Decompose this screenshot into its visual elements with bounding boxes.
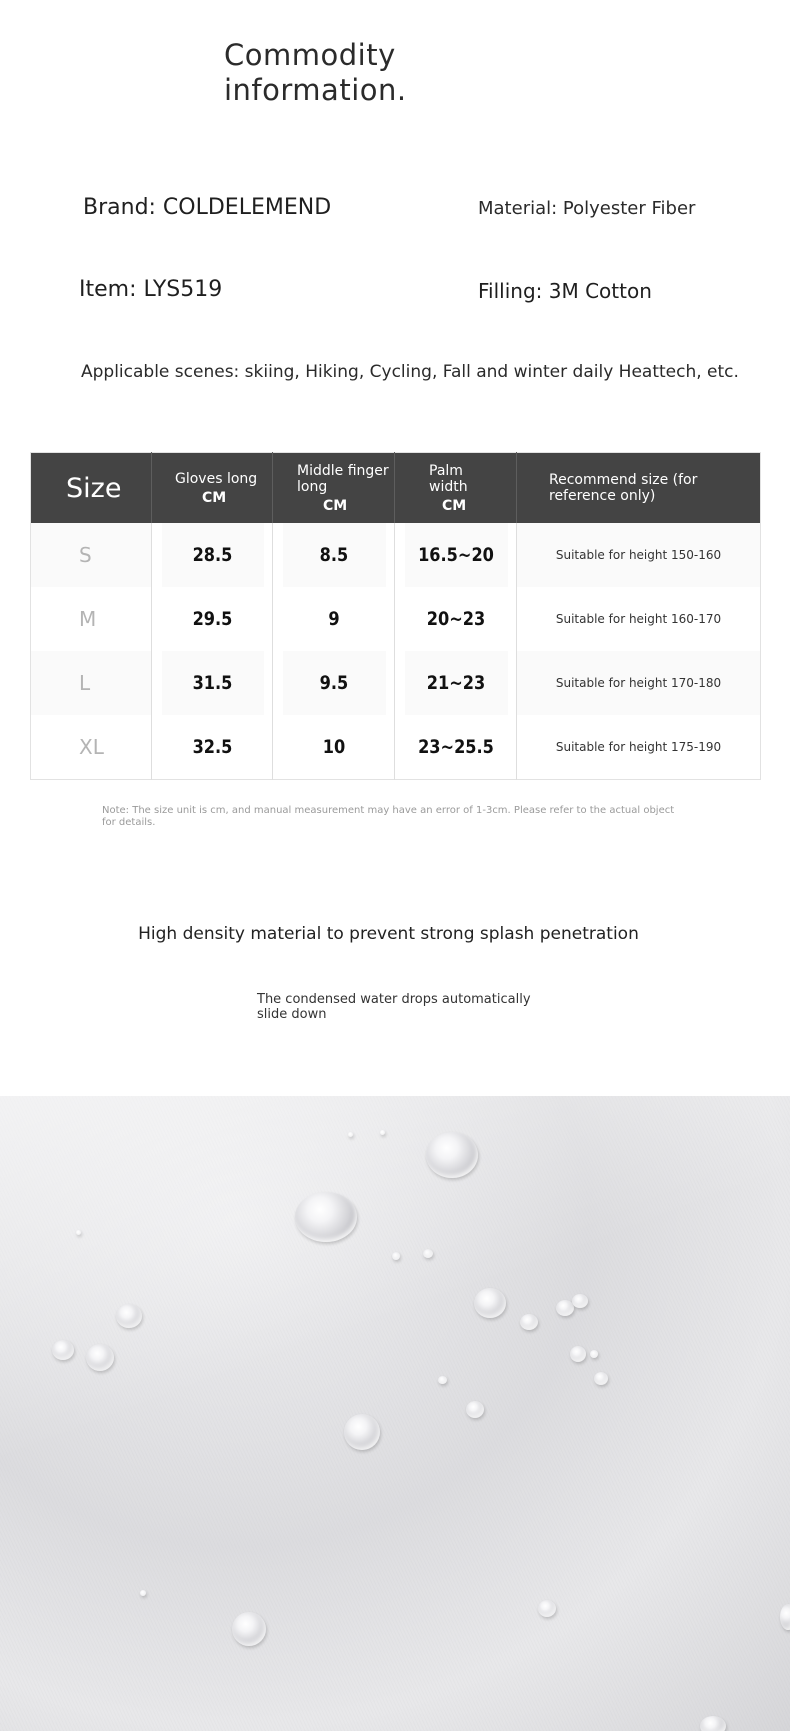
filling-text: Filling: 3M Cotton — [478, 279, 652, 303]
water-drop — [76, 1230, 81, 1235]
water-drop — [392, 1252, 400, 1260]
header-palm-width — [395, 453, 517, 524]
title-line-1: Commodity — [224, 38, 396, 72]
cell-palm-width: 23~25.5 — [404, 715, 508, 780]
water-drop — [520, 1314, 538, 1330]
cell-recommend: Suitable for height 160-170 — [555, 611, 722, 626]
water-drop — [590, 1350, 598, 1358]
size-note: Note: The size unit is cm, and manual measurement may have an error of 1-3cm. Please refer to the actual object for details. — [102, 805, 675, 828]
cell-size: S — [31, 523, 152, 587]
cell-gloves-long: 32.5 — [161, 715, 264, 780]
water-drop — [474, 1288, 506, 1318]
cell-recommend: Suitable for height 150-160 — [517, 523, 761, 587]
water-drop — [86, 1344, 114, 1371]
feature-headline: High density material to prevent strong splash penetration — [138, 924, 639, 944]
water-drop — [572, 1294, 588, 1308]
item-text: Item: LYS519 — [79, 277, 223, 302]
cell-middle-finger: 9.5 — [282, 651, 386, 715]
size-row-l — [31, 651, 761, 715]
water-drop — [348, 1132, 353, 1137]
brand-text: Brand: COLDELEMEND — [83, 195, 332, 220]
water-drop — [538, 1600, 556, 1617]
cell-size: XL — [31, 715, 152, 780]
feature-subtext: The condensed water drops automatically slide down — [257, 992, 531, 1022]
header-palm-width-label: Palm width — [429, 462, 468, 495]
water-drop — [466, 1401, 484, 1418]
water-drop — [594, 1372, 608, 1385]
cell-middle-finger: 8.5 — [282, 523, 386, 587]
fabric-water-drops-photo — [0, 1096, 790, 1731]
water-drop — [344, 1414, 380, 1450]
cell-size: M — [31, 587, 152, 651]
water-drop — [570, 1346, 586, 1362]
cell-palm-width: 21~23 — [404, 651, 508, 715]
cell-palm-width: 20~23 — [404, 587, 508, 651]
page-title — [224, 38, 407, 108]
header-recommend — [517, 453, 761, 524]
cell-middle-finger: 9 — [282, 587, 386, 651]
cell-middle-finger: 10 — [282, 715, 386, 780]
water-drop — [380, 1130, 385, 1135]
size-table-header — [31, 453, 761, 524]
cell-gloves-long: 31.5 — [161, 651, 264, 715]
cell-size: L — [31, 651, 152, 715]
water-drop — [700, 1716, 726, 1731]
title-line-2: information. — [224, 73, 407, 107]
water-drop — [426, 1132, 478, 1178]
header-palm-width-unit: CM — [442, 497, 467, 514]
water-drop — [295, 1192, 357, 1242]
size-row-m — [31, 587, 761, 651]
water-drop — [780, 1604, 790, 1630]
water-drop — [232, 1612, 266, 1646]
header-middle-finger-label: Middle finger long — [297, 462, 389, 495]
size-row-s — [31, 523, 761, 587]
header-gloves-long-unit: CM — [202, 489, 227, 506]
water-drop — [140, 1590, 146, 1596]
water-drop — [116, 1304, 142, 1328]
cell-recommend: Suitable for height 170-180 — [517, 651, 761, 715]
header-size: Size — [31, 453, 152, 524]
applicable-scenes: Applicable scenes: skiing, Hiking, Cycling, Fall and winter daily Heattech, etc. — [81, 362, 739, 382]
water-drop — [438, 1376, 447, 1384]
cell-gloves-long: 28.5 — [161, 523, 264, 587]
cell-gloves-long: 29.5 — [161, 587, 264, 651]
cell-recommend: Suitable for height 175-190 — [555, 739, 722, 754]
header-gloves-long-label: Gloves long — [175, 470, 258, 487]
header-middle-finger — [273, 453, 395, 524]
header-recommend-label: Recommend size (for reference only) — [549, 472, 698, 504]
size-row-xl — [31, 715, 761, 780]
cell-palm-width: 16.5~20 — [404, 523, 508, 587]
water-drop — [423, 1249, 433, 1258]
water-drop — [52, 1340, 74, 1360]
size-table — [30, 452, 761, 780]
header-middle-finger-unit: CM — [323, 497, 348, 514]
header-gloves-long — [152, 453, 273, 524]
material-text: Material: Polyester Fiber — [478, 198, 696, 219]
